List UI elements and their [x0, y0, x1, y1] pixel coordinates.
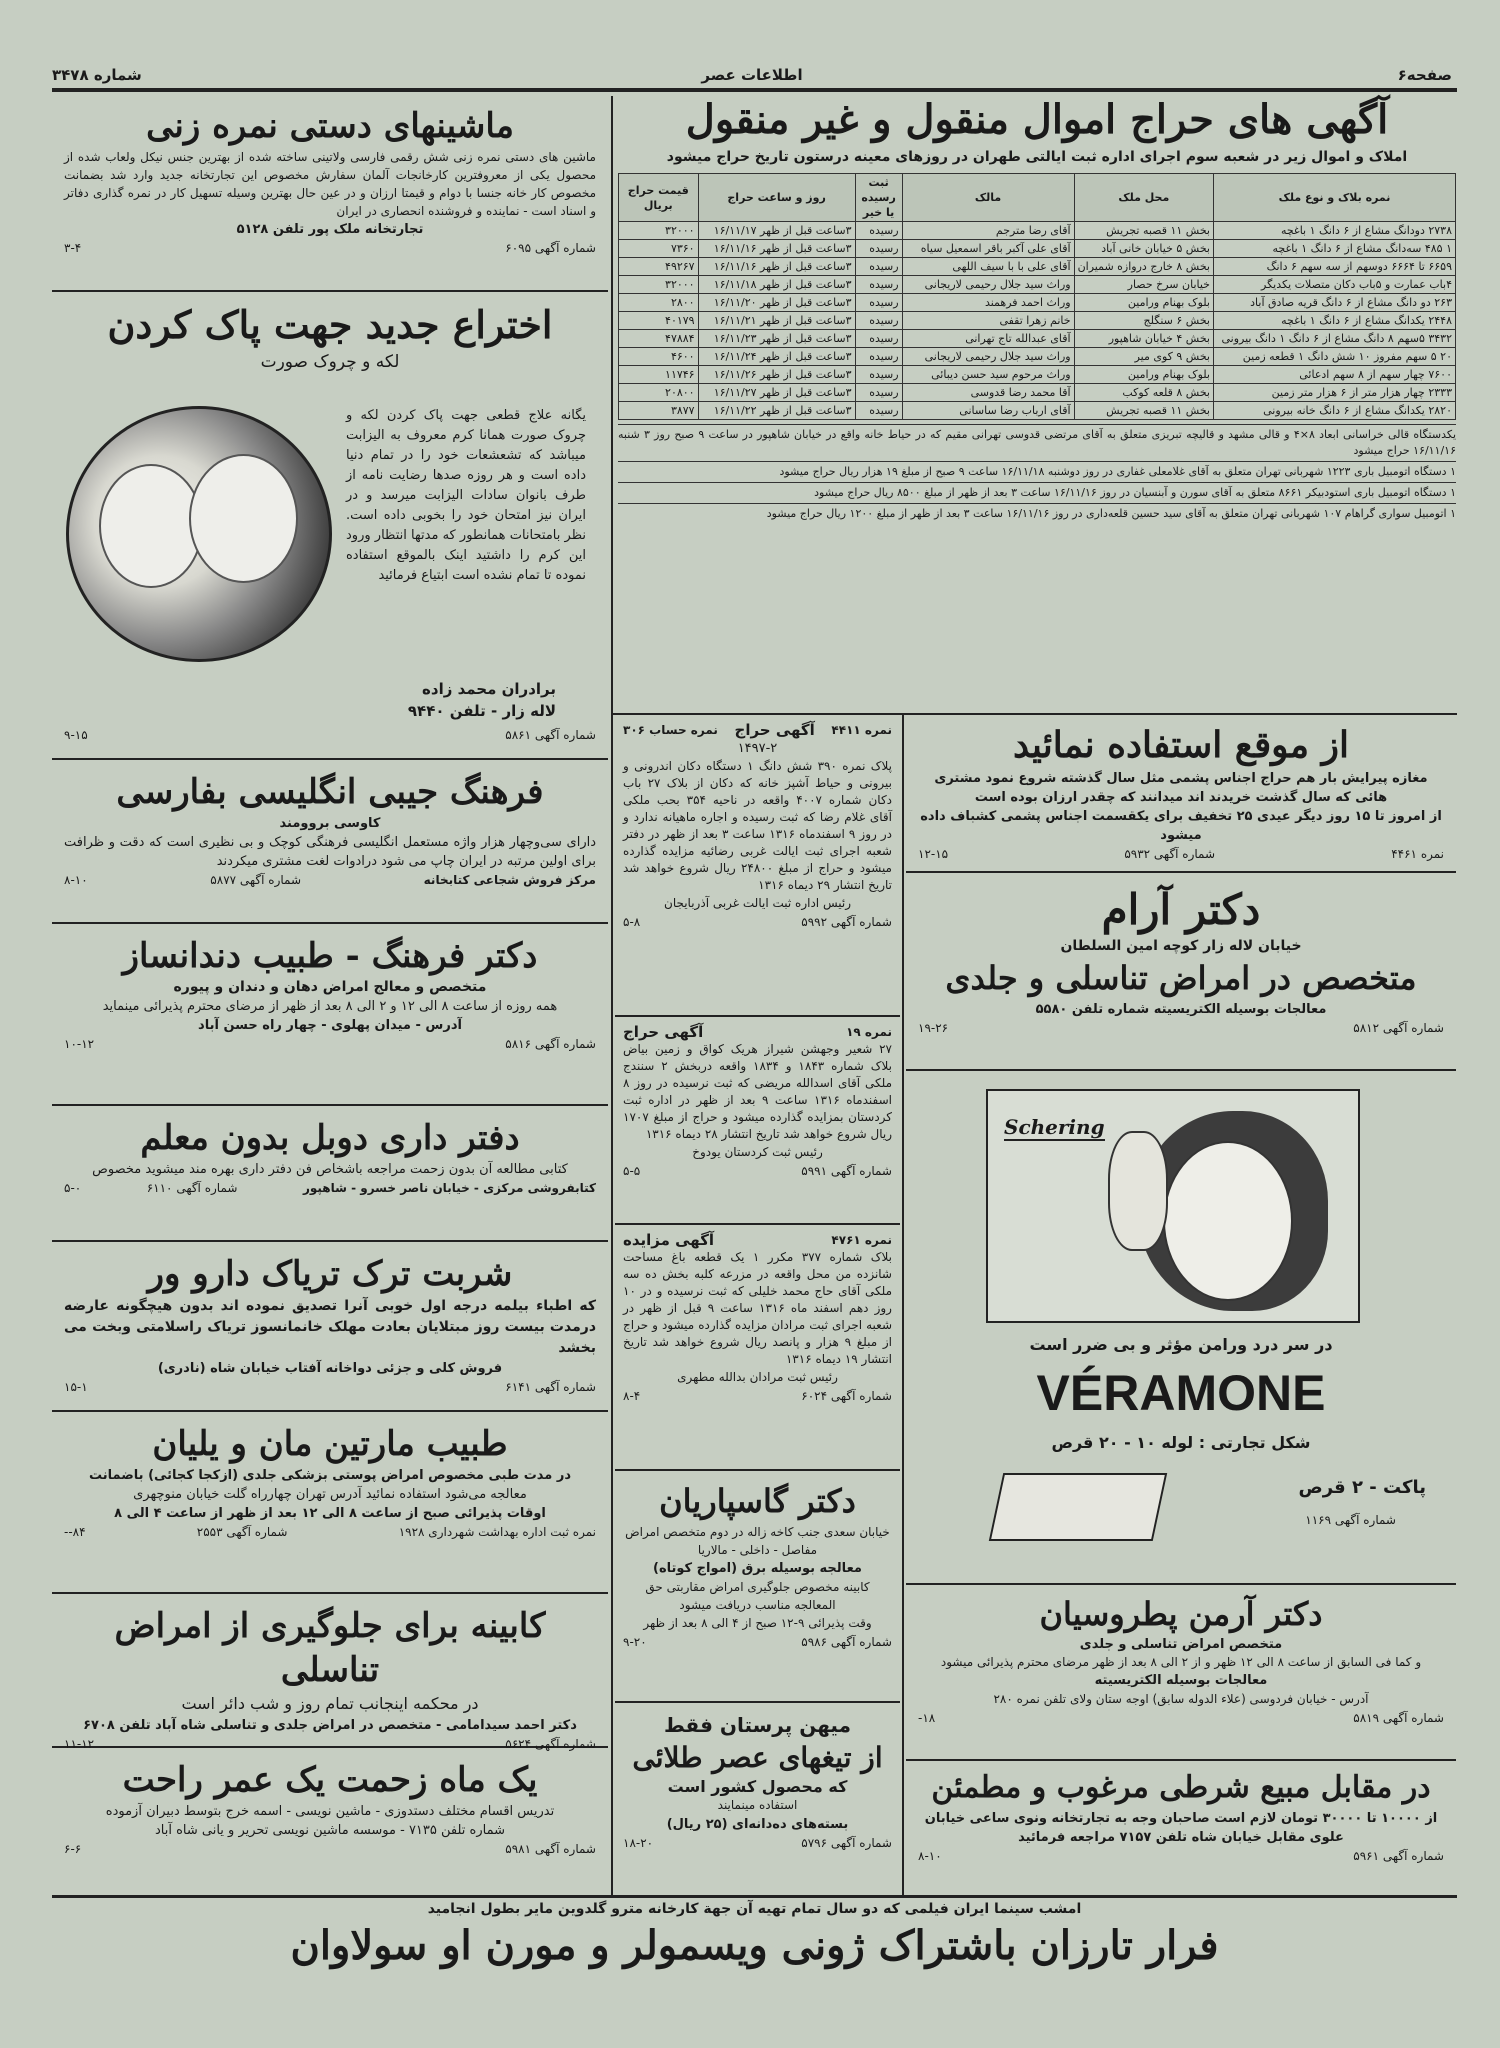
machines-contact: تجارتخانه ملک پور تلفن ۵۱۲۸ — [236, 222, 424, 237]
dictionary-store: مرکز فروش شجاعی کتابخانه — [423, 873, 596, 887]
machines-body: ماشین های دستی نمره زنی شش رقمی فارسی ولاتینی ساخته شده از بهترین جنس نیکل ولعاب شده از محصول یکی از معروفترین کارخانجات آلمان سفارش مخصوص این تجارتخانه جدید وارد شد بضمانت مخصوص کار خانه جنسا با دوام و قیمتا ارزان و در عین حال بهترین وسیله تسهیل کار در نمره گذاری دفاتر و اسناد است - نماینده و فروشنده انحصاری در ایران — [64, 150, 596, 218]
notice-4411-body: پلاک نمره ۳۹۰ شش دانگ ۱ دستگاه دکان اندرونی و بیرونی و حیاط آشپز خانه که دکان از بلاک ۲۷ باب دکان شماره ۴۰۰۷ واقعه در ناحیه ۳۵۴ بحب ملکی آقای غلام رضا که ثبت رسیده و اجاره ماهیانه ندارد و در روز ۹ اسفندماه ۱۳۱۶ ساعت ۳ بعد از ظهر در دفتر شعبه اجرای ثبت ایالت غربی رضائیه مزایده گذارده میشود و حراج از مبلغ ۲۴۸۰۰ ریال شروع خواهد شد تاریخ انتشار ۲۹ دیماه ۱۳۱۶ — [623, 759, 892, 892]
auction-row — [619, 402, 1456, 420]
sale-ref-line — [918, 1847, 1444, 1865]
cabinet-body: در محکمه اینجانب تمام روز و شب دائر است — [181, 1694, 479, 1713]
auction-cell-date: ۳ساعت قبل از ظهر ۱۶/۱۱/۱۶ — [698, 240, 855, 258]
schering-logo: Schering — [1004, 1115, 1105, 1139]
auction-cell-owner: وراث سید جلال رحیمی لاریجانی — [902, 276, 1074, 294]
sale-ref: شماره آگهی ۵۹۶۱ — [1353, 1849, 1444, 1863]
cinema-banner — [52, 1900, 1457, 1980]
notice-4411-ref-line — [623, 913, 892, 931]
armen-title: دکتر آرمن پطروسیان — [1039, 1595, 1323, 1633]
tutoring-body: تدریس اقسام مختلف دستدوزی - ماشین نویسی - اسمه خرج بتوسط دبیران آزموده — [105, 1804, 555, 1819]
notice-4761-code: ۸-۴ — [623, 1389, 641, 1403]
bookkeeping-code: ۵-۰ — [64, 1181, 82, 1195]
martin-title: طبیب مارتین مان و یلیان — [152, 1424, 508, 1464]
veramone-forms: شکل تجارتی : لوله ۱۰ - ۲۰ قرص — [1051, 1433, 1311, 1452]
auction-cell-location: بخش ۱۱ قصبه تجریش — [1074, 402, 1213, 420]
auction-row — [619, 348, 1456, 366]
auction-cell-block: ۶۶۵۹ تا ۶۶۶۴ دوسهم از سه سهم ۶ دانگ — [1214, 258, 1456, 276]
auction-cell-registered: رسیده — [855, 402, 902, 420]
notice-4761-ref-line — [623, 1387, 892, 1405]
auction-cell-owner: آقا محمد رضا قدوسی — [902, 384, 1074, 402]
addiction-store: فروش کلی و جزئی دواخانه آفتاب خیابان شاه (نادری) — [157, 1361, 503, 1376]
face-right — [189, 454, 298, 583]
auction-cell-registered: رسیده — [855, 240, 902, 258]
auction-note: ۱ دستگاه اتومبیل باری استودبیکر ۸۶۶۱ متعلق به آقای سورن و آبنسیان در روز ۱۶/۱۱/۱۶ ساعت ۳ بعد از ظهر از مبلغ ۸۵۰۰ ریال حراج میشود — [618, 482, 1456, 503]
auction-cell-date: ۳ساعت قبل از ظهر ۱۶/۱۱/۲۶ — [698, 366, 855, 384]
auction-cell-block: ۷۶۰۰ چهار سهم از ۸ سهم ادعائی — [1214, 366, 1456, 384]
notice-4411-code: ۵-۸ — [623, 915, 641, 929]
auction-cell-registered: رسیده — [855, 312, 902, 330]
razors-body1: که محصول کشور است — [667, 1777, 848, 1796]
notice-4761-body: بلاک شماره ۳۷۷ مکرر ۱ یک قطعه باغ مساحت شانزده من محل واقعه در مزرعه کلبه بخش ده سه ملکی آقای حاج محمد خلیلی که ثبت نرسیده و در ۱۰ روز دهم اسفند ماه ۱۳۱۶ ساعت ۹ قبل از ظهر در شعبه اجرای ثبت مرادان مزایده گذارده میشود و حراج از مبلغ ۹ هزار و پانصد ریال شروع خواهد شد تاریخ انتشار ۱۹ دیماه ۱۳۱۶ — [623, 1250, 892, 1366]
page-header — [52, 60, 1452, 88]
auction-cell-price: ۱۱۷۴۶ — [619, 366, 699, 384]
sale-title: در مقابل مبیع شرطی مرغوب و مطمئن — [931, 1770, 1431, 1805]
auction-note: یکدستگاه قالی خراسانی ابعاد ۸×۴ و قالی مشهد و قالیچه تبریزی متعلق به آقای مرتضی قدوسی تهرانی مقیم که در حیاط خانه واقع در خیابان شاهپور در ساعت ۹ صبح روز ۳ شنبه ۱۶/۱۱/۱۶ حراج میشود — [618, 424, 1456, 461]
auction-cell-date: ۳ساعت قبل از ظهر ۱۶/۱۱/۲۲ — [698, 402, 855, 420]
martin-permit: نمره ثبت اداره بهداشت شهرداری ۱۹۲۸ — [398, 1525, 596, 1539]
auction-cell-date: ۳ساعت قبل از ظهر ۱۶/۱۱/۲۴ — [698, 348, 855, 366]
auction-cell-location: بخش ۱۱ قصبه تجریش — [1074, 222, 1213, 240]
col-registered: ثبت رسیده یا خیر — [855, 174, 902, 222]
razors-code: ۱۸-۲۰ — [623, 1836, 654, 1850]
gasparian-body: خیابان سعدی جنب کاخه زاله در دوم متخصص امراض مفاصل - داخلی - مالاریا — [625, 1525, 890, 1557]
machines-title: ماشینهای دستی نمره زنی — [146, 106, 514, 146]
gasparian-ref: شماره آگهی ۵۹۸۶ — [801, 1635, 892, 1649]
auction-row — [619, 366, 1456, 384]
auction-cell-date: ۳ساعت قبل از ظهر ۱۶/۱۱/۲۳ — [698, 330, 855, 348]
razors-title2: از تیغهای عصر طلائی — [632, 1741, 883, 1774]
ad-bookkeeping — [52, 1108, 608, 1242]
auction-cell-block: ۲۸۲۰ یکدانگ مشاع از ۶ دانگ خانه بیرونی — [1214, 402, 1456, 420]
cinema-small: امشب سینما ایران فیلمی که دو سال تمام تهیه آن جهة کارخانه مترو گلدوین مایر بطول انجامید — [427, 1901, 1082, 1917]
auction-cell-registered: رسیده — [855, 348, 902, 366]
cabinet-code: ۱۱-۱۲ — [64, 1737, 95, 1751]
gasparian-hours: وقت پذیرائی ۹-۱۲ صبح از ۴ الی ۸ بعد از ظهر — [643, 1616, 872, 1630]
auction-cell-owner: آقای رضا مترجم — [902, 222, 1074, 240]
razors-ref-line — [623, 1834, 892, 1852]
auction-cell-block: ۲۴۴۸ یکدانگ مشاع از ۶ دانگ ۱ باغچه — [1214, 312, 1456, 330]
bookkeeping-ref: شماره آگهی ۶۱۱۰ — [146, 1181, 238, 1195]
notice-4411-num: نمره ۴۴۱۱ — [831, 723, 892, 737]
invention-seller: برادران محمد زاده — [422, 680, 556, 698]
notice-4761 — [615, 1227, 900, 1471]
woman-face — [1163, 1141, 1293, 1301]
auction-cell-price: ۳۲۰۰۰ — [619, 222, 699, 240]
auction-cell-owner: وراث مرحوم سید حسن دیبائی — [902, 366, 1074, 384]
auction-cell-registered: رسیده — [855, 258, 902, 276]
dictionary-title: فرهنگ جیبی انگلیسی بفارسی — [116, 772, 544, 812]
auction-note: ۱ اتومبیل سواری گراهام ۱۰۷ شهربانی تهران متعلق به آقای سید حسین قلعه‌داری در روز ۱۶/۱۱/۱۶ ساعت ۳ بعد از ظهر از مبلغ ۱۲۰۰ ریال حراج میشود — [618, 503, 1456, 524]
dentist-address: آدرس - میدان پهلوی - چهار راه حسن آباد — [198, 1018, 462, 1033]
martin-line1: در مدت طبی مخصوص امراض پوستی بزشکی جلدی (ازکجا کجائی) باضمانت — [88, 1468, 572, 1483]
dentist-ref: شماره آگهی ۵۸۱۶ — [505, 1037, 596, 1051]
sale-code: ۸-۱۰ — [918, 1849, 942, 1863]
auction-row — [619, 330, 1456, 348]
auction-bottom-rule — [613, 713, 1457, 715]
martin-line2: معالجه می‌شود استفاده نمائید آدرس تهران چهارراه گلت خیابان منوچهری — [133, 1487, 527, 1502]
ad-machines — [52, 96, 608, 292]
auction-cell-price: ۴۹۲۶۷ — [619, 258, 699, 276]
invention-code: ۹-۱۵ — [64, 728, 88, 742]
gasparian-ref-line — [623, 1633, 892, 1651]
col-location: محل ملک — [1074, 174, 1213, 222]
auction-cell-block: ۲۶۳ دو دانگ مشاع از ۶ دانگ قریه صادق آباد — [1214, 294, 1456, 312]
auction-cell-date: ۳ساعت قبل از ظهر ۱۶/۱۱/۱۶ — [698, 258, 855, 276]
armen-treat: معالجات بوسیله الکتریسیته — [1094, 1673, 1268, 1688]
auction-cell-location: بخش ۸ قلعه کوکب — [1074, 384, 1213, 402]
tutoring-title: یک ماه زحمت یک عمر راحت — [122, 1760, 538, 1800]
machines-ref-line — [64, 239, 596, 257]
notice-4411 — [615, 717, 900, 1017]
auction-cell-registered: رسیده — [855, 222, 902, 240]
dictionary-ref: شماره آگهی ۵۸۷۷ — [210, 873, 302, 887]
armen-specialty: متخصص امراض تناسلی و جلدی — [1079, 1637, 1283, 1652]
auction-cell-price: ۴۷۸۸۴ — [619, 330, 699, 348]
col-price: قیمت حراج بریال — [619, 174, 699, 222]
auction-cell-price: ۴۶۰۰ — [619, 348, 699, 366]
martin-hours: اوقات پذیرائی صبح از ساعت ۸ الی ۱۲ بعد از ظهر از ساعت ۴ الی ۸ — [114, 1506, 546, 1521]
notice-4411-date: ۱۴۹۷-۲ — [737, 741, 778, 756]
auction-title: آگهی های حراج اموال منقول و غیر منقول — [685, 96, 1389, 143]
dentist-hours: همه روزه از ساعت ۸ الی ۱۲ و ۲ الی ۸ بعد از ظهر از مرضای محترم پذیرائی مینماید — [102, 999, 558, 1014]
notice-19-body: ۲۷ شعیر وجهشن شیراز هریک کواق و زمین بیاض بلاک شماره ۱۸۴۳ و ۱۸۳۴ واقعه دربخش ۲ سنندج ملکی آقای اسدالله مریضی که ثبت نرسیده در روز ۸ اسفندماه ۱۳۱۶ ساعت ۹ بعد از ظهر در اداره ثبت کردستان بمزایده گذارده میشود و حراج از مبلغ ۱۷۰۷ ریال شروع خواهد شد تاریخ انتشار ۲۸ دیماه ۱۳۱۶ — [623, 1042, 892, 1141]
ad-armen — [906, 1587, 1456, 1761]
aram-ref-line — [918, 1019, 1444, 1037]
newspaper-name: اطلاعات عصر — [701, 66, 803, 84]
veramone-product: VÉRAMONE — [1036, 1365, 1326, 1421]
veramone-packet-illustration — [989, 1473, 1167, 1541]
ad-sale — [906, 1763, 1456, 1893]
invention-ref-line — [64, 726, 596, 744]
sale-body: از ۱۰۰۰۰ تا ۳۰۰۰۰ تومان لازم است صاحبان وجه به تجارتخانه ونوی ساعی خیابان علوی مقابل خیابان شاه تلفن ۷۱۵۷ مراجعه فرمائید — [924, 1811, 1438, 1845]
notice-19-header — [623, 1023, 892, 1041]
dentist-code: ۱۰-۱۲ — [64, 1037, 95, 1051]
armen-hours: و کما فی السابق از ساعت ۸ الی ۱۲ ظهر و از ۲ الی ۸ بعد از ظهر مرضای محترم پذیرائی میشود — [940, 1655, 1422, 1669]
auction-cell-location: بخش ۸ خارج دروازه شمیران — [1074, 258, 1213, 276]
ad-gasparian — [615, 1473, 900, 1703]
cabinet-doctor: دکتر احمد سیدامامی - متخصص در امراض جلدی و تناسلی شاه آباد تلفن ۶۷۰۸ — [83, 1718, 577, 1733]
auction-row — [619, 258, 1456, 276]
auction-notes — [618, 424, 1456, 524]
dentist-specialty: متخصص و معالج امراض دهان و دندان و پیوره — [173, 979, 487, 995]
notice-4411-sign: رئیس اداره ثبت ایالت غربی آذربایجان — [664, 896, 851, 910]
addiction-body: که اطباء بیلمه درجه اول خوبی آنرا تصدیق نموده اند بدون هیچگونه عارضه درمدت بیست روز مبتلایان بعادت مهلک خانمانسوز تریاک راسلامتی وبخت می بخشد — [64, 1298, 596, 1356]
ad-opportunity — [906, 717, 1456, 873]
auction-cell-price: ۳۲۰۰۰ — [619, 276, 699, 294]
machines-ref: شماره آگهی ۶۰۹۵ — [505, 241, 596, 255]
ad-martin — [52, 1414, 608, 1594]
auction-row — [619, 222, 1456, 240]
opportunity-discount: از امروز تا ۱۵ روز دیگر عیدی ۲۵ تخفیف برای یکقسمت اجناس پشمی کشباف داده میشود — [920, 809, 1442, 843]
veramone-packet: پاکت - ۲ قرص — [1298, 1477, 1426, 1498]
bookkeeping-ref-line — [64, 1179, 596, 1197]
auction-cell-owner: خانم زهرا تقفی — [902, 312, 1074, 330]
auction-cell-owner: آقای علی آکبر باقر اسمعیل سیاه — [902, 240, 1074, 258]
opportunity-body: مغازه پیرایش بار هم حراج اجناس پشمی مثل سال گذشته شروع نمود مشتری هائی که سال گذشت خریدند اند میدانند که چقدر ارزان بوده است — [934, 771, 1428, 805]
cabinet-title: کابینه برای جلوگیری از امراض تناسلی — [114, 1606, 546, 1690]
dentist-title: دکتر فرهنگ - طبیب دندانساز — [122, 936, 538, 976]
aram-address: خیابان لاله زار کوچه امین السلطان — [1060, 938, 1302, 954]
auction-cell-date: ۳ساعت قبل از ظهر ۱۶/۱۱/۱۸ — [698, 276, 855, 294]
woman-hand — [1108, 1131, 1168, 1251]
auction-cell-price: ۷۳۶۰ — [619, 240, 699, 258]
invention-subtitle: لکه و چروک صورت — [260, 352, 400, 372]
machines-code: ۳-۴ — [64, 241, 82, 255]
aram-specialty: متخصص در امراض تناسلی و جلدی — [945, 959, 1417, 997]
auction-cell-price: ۳۸۷۷ — [619, 402, 699, 420]
veramone-ref: شماره آگهی ۱۱۶۹ — [1305, 1513, 1396, 1527]
aram-ref: شماره آگهی ۵۸۱۲ — [1353, 1021, 1444, 1035]
razors-body2: استفاده مینمایند — [717, 1798, 798, 1812]
armen-ref-line — [918, 1709, 1444, 1727]
armen-address: آدرس - خیابان فردوسی (علاء الدوله سابق) اوجه ستان ولای تلفن نمره ۲۸۰ — [993, 1692, 1369, 1706]
notice-4411-header — [623, 721, 892, 739]
auction-cell-location: بخش ۴ خیابان شاهپور — [1074, 330, 1213, 348]
dentist-ref-line — [64, 1035, 596, 1053]
notice-4761-header — [623, 1231, 892, 1249]
notice-4761-num: نمره ۴۷۶۱ — [831, 1233, 892, 1247]
auction-cell-block: ۲۰ ۵ سهم مفروز ۱۰ شش دانگ ۱ قطعه زمین — [1214, 348, 1456, 366]
addiction-ref: شماره آگهی ۶۱۴۱ — [505, 1380, 596, 1394]
invention-ref: شماره آگهی ۵۸۶۱ — [505, 728, 596, 742]
aram-code: ۱۹-۲۶ — [918, 1021, 949, 1035]
addiction-ref-line — [64, 1378, 596, 1396]
ad-dentist — [52, 926, 608, 1106]
gasparian-cabinet: کابینه مخصوص جلوگیری امراض مقاربتی حق المعالجه مناسب دریافت میشود — [645, 1580, 870, 1612]
martin-ref: شماره آگهی ۲۵۵۳ — [196, 1525, 288, 1539]
auction-header-row — [619, 174, 1456, 222]
notice-19-sign: رئیس ثبت کردستان یودوخ — [692, 1145, 823, 1159]
auction-row — [619, 276, 1456, 294]
addiction-code: ۱۵-۱ — [64, 1380, 88, 1394]
auction-cell-block: ۱ ۴۸۵ سه‌دانگ مشاع از ۶ دانگ ۱ باغچه — [1214, 240, 1456, 258]
auction-cell-price: ۲۰۸۰۰ — [619, 384, 699, 402]
auction-cell-owner: وراث احمد فرهمند — [902, 294, 1074, 312]
ad-invention — [52, 294, 608, 760]
invention-title: اختراع جدید جهت پاک کردن — [107, 302, 553, 347]
tutoring-ref-line — [64, 1840, 596, 1858]
auction-cell-registered: رسیده — [855, 294, 902, 312]
armen-code: ۱۸- — [918, 1711, 936, 1725]
ad-cabinet — [52, 1596, 608, 1751]
auction-section — [618, 96, 1456, 711]
opportunity-title: از موقع استفاده نمائید — [1013, 724, 1349, 766]
martin-ref-line — [64, 1523, 596, 1541]
page-number: صفحه۶ — [1397, 66, 1452, 84]
auction-cell-price: ۴۰۱۷۹ — [619, 312, 699, 330]
auction-cell-block: ۳۴۳۲ ۵سهم ۸ دانگ مشاع از ۶ دانگ ۱ دانگ بیرونی — [1214, 330, 1456, 348]
aram-treat: معالجات بوسیله الکتریسیته شماره تلفن ۵۵۸۰ — [1035, 1002, 1327, 1017]
dictionary-ref-line — [64, 871, 596, 889]
col-owner: مالک — [902, 174, 1074, 222]
martin-code: ۸۴-- — [64, 1525, 86, 1539]
addiction-title: شربت ترک تریاک دارو ور — [147, 1254, 513, 1294]
notice-19 — [615, 1019, 900, 1225]
auction-cell-location: بلوک بهنام ورامین — [1074, 294, 1213, 312]
invention-body: یگانه علاج قطعی جهت پاک کردن لکه و چروک صورت همانا کرم معروف به الیزابت میباشد که تشعشعات خود را در تمام دنیا داده است و هر روزه صدها رضایت نامه از طرف بانوان سادات الیزابت میرسد و در ایران نیز امتحان خود را بخوبی داده است. نظر بامتحانات همانطور که مدتها انتظار ورود این کرم را داشتید اینک بالموقع استفاده نموده تا تمام نشده است ابتیاع فرمائید — [346, 408, 586, 583]
column-divider-1 — [611, 96, 613, 1896]
tutoring-code: ۶-۶ — [64, 1842, 82, 1856]
auction-cell-date: ۳ساعت قبل از ظهر ۱۶/۱۱/۲۱ — [698, 312, 855, 330]
auction-cell-location: بخش ۶ سنگلج — [1074, 312, 1213, 330]
bookkeeping-body: کتابی مطالعه آن بدون زحمت مراجعه باشخاص فن دفتر داری بهره مند میشوید مخصوص — [92, 1162, 568, 1177]
notice-4411-ref: شماره آگهی ۵۹۹۲ — [801, 915, 892, 929]
notice-4761-sign: رئیس ثبت مرادان بدالله مطهری — [677, 1370, 838, 1384]
auction-cell-location: بخش ۹ کوی میر — [1074, 348, 1213, 366]
gasparian-title: دکتر گاسپاریان — [659, 1482, 856, 1520]
column-divider-2 — [902, 715, 904, 1895]
dictionary-body: دارای سی‌وچهار هزار واژه مستعمل انگلیسی فرهنگی کوچک و بی نظیری است که دقت و ظرافت برای اولین مرتبه در ایران چاپ می شود درادوات لغت مشتری میکردند — [64, 835, 596, 869]
auction-cell-registered: رسیده — [855, 384, 902, 402]
opportunity-ref: شماره آگهی ۵۹۳۲ — [1124, 847, 1216, 861]
aram-title: دکتر آرام — [1101, 885, 1261, 934]
cinema-big: فرار تارزان باشتراک ژونی ویسمولر و مورن او سولاوان — [290, 1922, 1219, 1969]
razors-price: بسته‌های ده‌دانه‌ای (۲۵ ریال) — [666, 1817, 849, 1832]
ad-aram — [906, 875, 1456, 1071]
footer-rule — [52, 1895, 1457, 1898]
auction-row — [619, 384, 1456, 402]
auction-row — [619, 240, 1456, 258]
face-left — [99, 464, 203, 588]
auction-table — [618, 173, 1456, 420]
notice-19-title: آگهی حراج — [623, 1023, 704, 1041]
auction-cell-owner: آقای ارباب رضا ساسانی — [902, 402, 1074, 420]
auction-row — [619, 294, 1456, 312]
ad-veramone — [906, 1073, 1456, 1585]
auction-cell-date: ۳ساعت قبل از ظهر ۱۶/۱۱/۱۷ — [698, 222, 855, 240]
notice-4411-file: نمره حساب ۳۰۶ — [623, 723, 718, 737]
col-date: روز و ساعت حراج — [698, 174, 855, 222]
gasparian-code: ۹-۲۰ — [623, 1635, 647, 1649]
bookkeeping-store: کتابفروشی مرکزی - خیابان ناصر خسرو - شاهپور — [302, 1181, 596, 1195]
auction-cell-date: ۳ساعت قبل از ظهر ۱۶/۱۱/۲۷ — [698, 384, 855, 402]
notice-19-ref: شماره آگهی ۵۹۹۱ — [801, 1164, 892, 1178]
auction-row — [619, 312, 1456, 330]
ad-addiction — [52, 1244, 608, 1412]
razors-ref: شماره آگهی ۵۷۹۶ — [801, 1836, 892, 1850]
auction-cell-owner: وراث سید جلال رحیمی لاریجانی — [902, 348, 1074, 366]
razors-title1: میهن پرستان فقط — [664, 1713, 851, 1737]
bookkeeping-title: دفتر داری دوبل بدون معلم — [140, 1118, 520, 1158]
notice-4761-ref: شماره آگهی ۶۰۲۴ — [801, 1389, 892, 1403]
armen-ref: شماره آگهی ۵۸۱۹ — [1353, 1711, 1444, 1725]
notice-4761-title: آگهی مزایده — [623, 1231, 715, 1249]
dictionary-code: ۸-۱۰ — [64, 873, 88, 887]
gasparian-treat: معالجه بوسیله برق (امواج کوتاه) — [653, 1561, 862, 1576]
auction-cell-price: ۲۸۰۰ — [619, 294, 699, 312]
cabinet-ref: شماره آگهی ۵۶۲۴ — [505, 1737, 596, 1751]
auction-cell-location: خیابان سرخ حصار — [1074, 276, 1213, 294]
portrait-illustration — [66, 406, 332, 662]
auction-cell-owner: آقای علی با با سیف اللهی — [902, 258, 1074, 276]
ad-tutoring — [52, 1750, 608, 1892]
auction-cell-registered: رسیده — [855, 330, 902, 348]
ad-razors — [615, 1705, 900, 1893]
opportunity-num: نمره ۴۴۶۱ — [1391, 847, 1444, 861]
auction-cell-block: ۴باب عمارت و ۵باب دکان متصلات یکدیگر — [1214, 276, 1456, 294]
woman-illustration — [986, 1089, 1360, 1323]
auction-cell-location: بلوک بهنام ورامین — [1074, 366, 1213, 384]
col-block: نمره بلاک و نوع ملک — [1214, 174, 1456, 222]
ad-dictionary — [52, 762, 608, 924]
auction-cell-owner: آقای عبدالله تاج تهرانی — [902, 330, 1074, 348]
opportunity-code: ۱۲-۱۵ — [918, 847, 949, 861]
opportunity-ref-line — [918, 845, 1444, 863]
header-rule — [52, 88, 1457, 92]
auction-note: ۱ دستگاه اتومبیل باری ۱۲۲۳ شهربانی تهران متعلق به آقای غلامعلی غفاری در روز دوشنبه ۱۶/۱۱/۱۸ ساعت ۹ صبح از مبلغ ۱۹ هزار ریال حراج میشود — [618, 461, 1456, 482]
notice-19-ref-line — [623, 1162, 892, 1180]
auction-cell-block: ۲۳۳۳ چهار هزار متر از ۶ هزار متر زمین — [1214, 384, 1456, 402]
invention-address: لاله زار - تلفن ۹۴۴۰ — [407, 702, 556, 720]
notice-19-code: ۵-۵ — [623, 1164, 641, 1178]
auction-intro: املاک و اموال زیر در شعبه سوم اجرای اداره ثبت ایالتی طهران در روزهای معینه درستون تاریخ حراج میشود — [666, 149, 1408, 165]
dictionary-author: کاوسی بروومند — [279, 816, 381, 831]
notice-4411-title: آگهی حراج — [734, 721, 815, 739]
issue-number: شماره ۳۴۷۸ — [52, 66, 142, 84]
notice-19-num: نمره ۱۹ — [846, 1025, 892, 1039]
tutoring-phone: شماره تلفن ۷۱۳۵ - موسسه ماشین نویسی تحریر و یانی شاه آباد — [154, 1823, 506, 1838]
auction-cell-registered: رسیده — [855, 366, 902, 384]
auction-cell-registered: رسیده — [855, 276, 902, 294]
auction-cell-block: ۲۷۳۸ دودانگ مشاع از ۶ دانگ ۱ باغچه — [1214, 222, 1456, 240]
auction-cell-location: بخش ۵ خیابان خانی آباد — [1074, 240, 1213, 258]
veramone-tagline: در سر درد ورامن مؤثر و بی ضرر است — [1029, 1335, 1333, 1354]
tutoring-ref: شماره آگهی ۵۹۸۱ — [505, 1842, 596, 1856]
auction-cell-date: ۳ساعت قبل از ظهر ۱۶/۱۱/۲۰ — [698, 294, 855, 312]
